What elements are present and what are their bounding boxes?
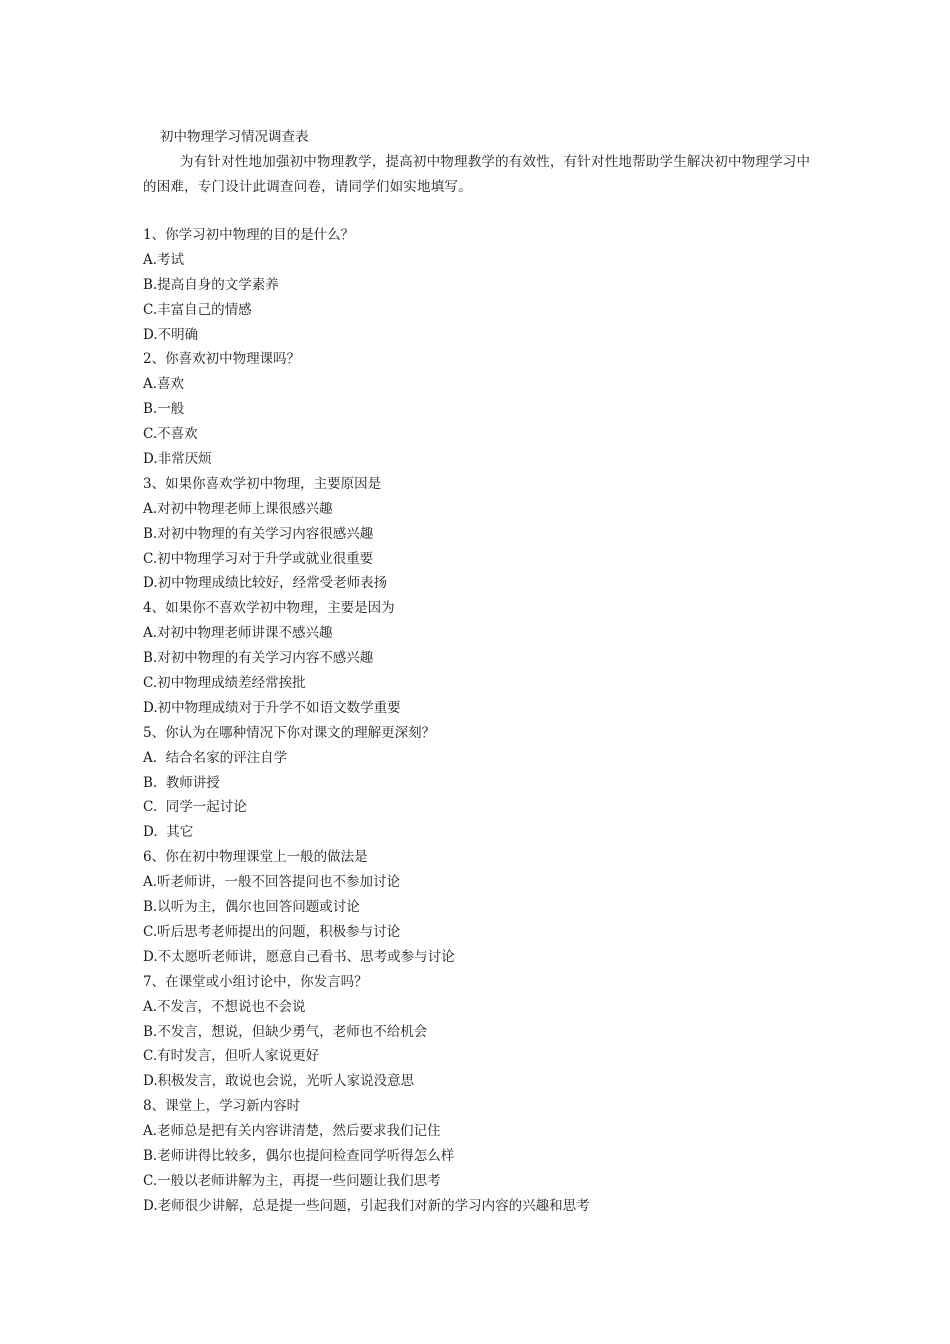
question-5-option-a: A. 结合名家的评注自学	[143, 749, 288, 766]
question-4-option-c: C.初中物理成绩差经常挨批	[143, 675, 306, 692]
question-7-option-a: A.不发言，不想说也不会说	[143, 998, 306, 1015]
question-8-option-d: D.老师很少讲解，总是提一些问题，引起我们对新的学习内容的兴趣和思考	[143, 1197, 590, 1214]
question-6: 6、你在初中物理课堂上一般的做法是	[143, 849, 368, 866]
question-1: 1、你学习初中物理的目的是什么？	[143, 227, 355, 243]
question-8-option-a: A.老师总是把有关内容讲清楚，然后要求我们记住	[143, 1123, 441, 1140]
question-6-option-a: A.听老师讲，一般不回答提问也不参加讨论	[143, 874, 401, 891]
question-1-option-a: A.考试	[143, 251, 185, 268]
question-list	[143, 223, 843, 1219]
question-2: 2、你喜欢初中物理课吗？	[143, 351, 301, 368]
question-3-option-b: B.对初中物理的有关学习内容很感兴趣	[143, 525, 374, 542]
question-5-option-b: B. 教师讲授	[143, 774, 220, 791]
question-5-option-c: C. 同学一起讨论	[143, 799, 247, 816]
question-7: 7、在课堂或小组讨论中，你发言吗？	[143, 973, 368, 990]
survey-title: 初中物理学习情况调查表	[160, 129, 309, 145]
question-6-option-c: C.听后思考老师提出的问题，积极参与讨论	[143, 923, 401, 940]
survey-intro: 为有针对性地加强初中物理教学，提高初中物理教学的有效性，有针对性地帮助学生解决初中物理学习中的困难，专门设计此调查问卷，请同学们如实地填写。	[143, 154, 811, 195]
question-2-option-b: B.一般	[143, 401, 185, 418]
question-6-option-b: B.以听为主，偶尔也回答问题或讨论	[143, 899, 360, 916]
question-1-option-c: C.丰富自己的情感	[143, 301, 252, 318]
question-3-option-c: C.初中物理学习对于升学或就业很重要	[143, 550, 374, 567]
question-6-option-d: D.不太愿听老师讲，愿意自己看书、思考或参与讨论	[143, 948, 455, 965]
question-1-option-b: B.提高自身的文学素养	[143, 276, 279, 293]
question-1-option-d: D.不明确	[143, 326, 199, 343]
question-4: 4、如果你不喜欢学初中物理，主要是因为	[143, 600, 395, 617]
question-2-option-d: D.非常厌烦	[143, 451, 212, 468]
question-7-option-c: C.有时发言，但听人家说更好	[143, 1048, 320, 1065]
question-2-option-a: A.喜欢	[143, 376, 185, 393]
question-3: 3、如果你喜欢学初中物理，主要原因是	[143, 475, 382, 492]
question-7-option-d: D.积极发言，敢说也会说，光听人家说没意思	[143, 1073, 415, 1090]
question-7-option-b: B.不发言，想说，但缺少勇气，老师也不给机会	[143, 1023, 428, 1040]
question-8-option-b: B.老师讲得比较多，偶尔也提问检查同学听得怎么样	[143, 1147, 455, 1164]
question-8-option-c: C.一般以老师讲解为主，再提一些问题让我们思考	[143, 1172, 441, 1189]
question-4-option-a: A.对初中物理老师讲课不感兴趣	[143, 625, 333, 642]
question-5-option-d: D. 其它	[143, 824, 194, 841]
question-3-option-d: D.初中物理成绩比较好，经常受老师表扬	[143, 575, 388, 592]
question-4-option-b: B.对初中物理的有关学习内容不感兴趣	[143, 650, 374, 667]
question-5: 5、你认为在哪种情况下你对课文的理解更深刻？	[143, 724, 436, 741]
question-2-option-c: C.不喜欢	[143, 426, 198, 443]
question-4-option-d: D.初中物理成绩对于升学不如语文数学重要	[143, 699, 401, 716]
question-8: 8、课堂上，学习新内容时	[143, 1098, 301, 1115]
question-3-option-a: A.对初中物理老师上课很感兴趣	[143, 500, 333, 517]
